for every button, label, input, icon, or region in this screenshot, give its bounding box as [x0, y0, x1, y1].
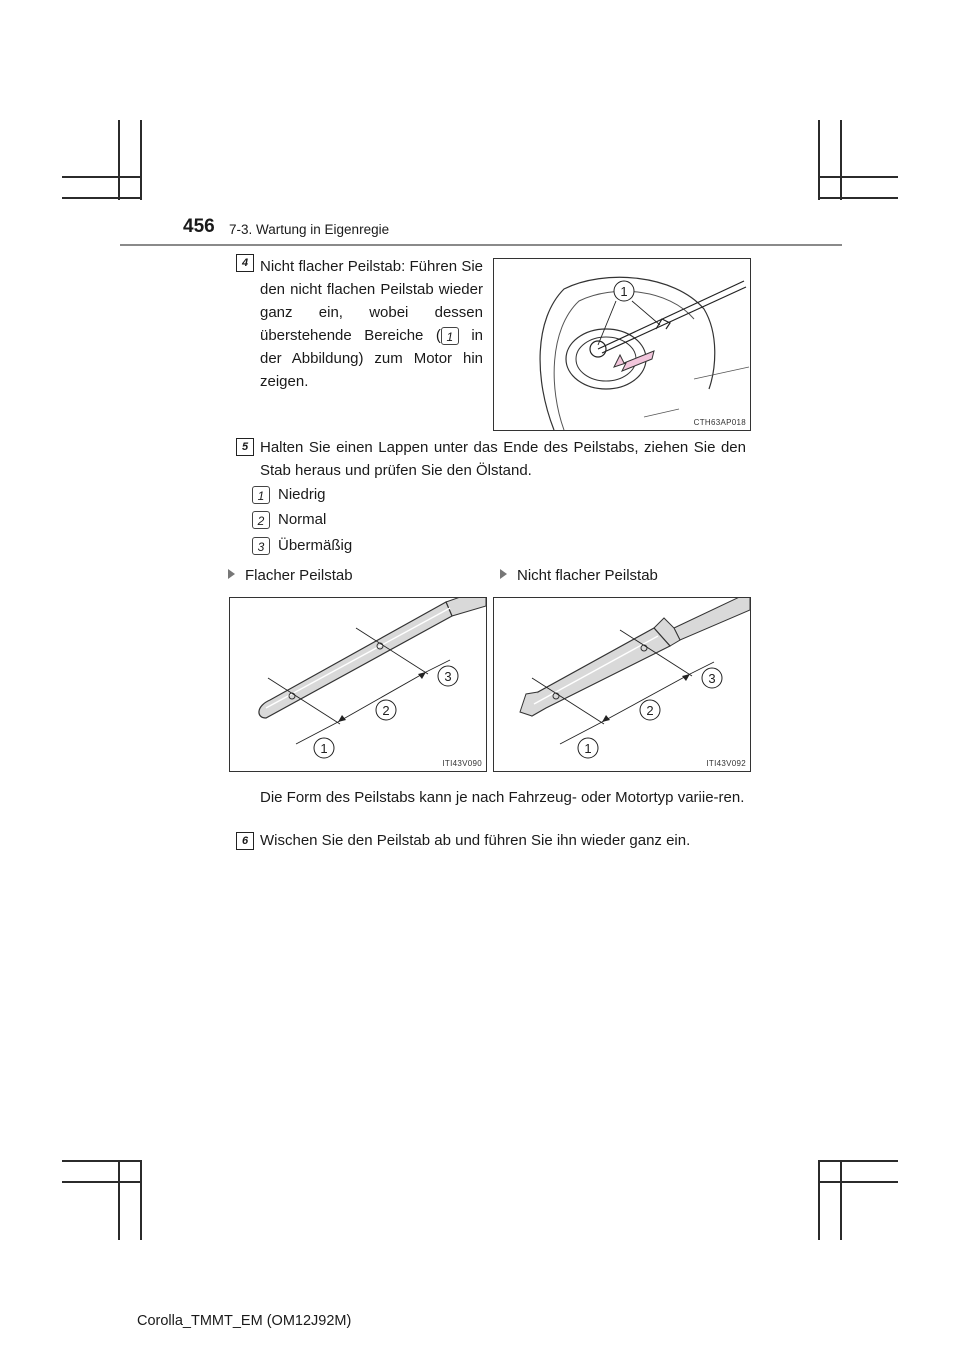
flat-callout-1: 1	[320, 741, 328, 756]
header-divider	[120, 244, 842, 246]
crop-mark	[840, 120, 842, 200]
section-title: 7-3. Wartung in Eigenregie	[229, 222, 390, 237]
step4-text	[260, 255, 483, 393]
crop-mark	[140, 1160, 142, 1240]
level-item-low	[252, 485, 326, 505]
page-number: 456	[183, 216, 215, 237]
flat-dipstick-figure	[229, 597, 487, 772]
engine-dipstick-illustration	[494, 259, 750, 430]
step5-text: Halten Sie einen Lappen unter das Ende des Peilstabs, ziehen Sie den Stab heraus und prüfen Sie den Ölstand.	[260, 439, 746, 479]
level-number: 2	[252, 511, 270, 529]
non-flat-callout-1: 1	[584, 741, 592, 756]
step4-text-before: Nicht flacher Peilstab: Führen Sie den nicht flachen Peilstab wieder ganz ein, wobei dessen überstehende Bereiche (	[260, 258, 483, 344]
non-flat-dipstick-heading	[500, 567, 658, 584]
level-number: 1	[252, 486, 270, 504]
level-number: 3	[252, 537, 270, 555]
non-flat-callout-3: 3	[708, 671, 716, 686]
non-flat-callout-2: 2	[646, 703, 654, 718]
ref-badge-1: 1	[441, 327, 459, 345]
crop-mark	[118, 1160, 120, 1240]
step4-text-after: in der Abbildung) zum Motor hin zeigen.	[260, 327, 483, 390]
flat-dipstick-illustration	[230, 598, 486, 771]
level-item-normal	[252, 510, 326, 530]
non-flat-dipstick-illustration	[494, 598, 750, 771]
dipstick-shape-note: Die Form des Peilstabs kann je nach Fahrzeug- oder Motortyp variie-ren.	[260, 789, 745, 806]
crop-mark	[62, 1160, 142, 1162]
figure-callout-1: 1	[620, 284, 628, 299]
crop-mark	[62, 197, 142, 199]
level-label: Normal	[278, 511, 327, 528]
triangle-bullet-icon	[228, 569, 235, 579]
dipstick-insertion-figure	[493, 258, 751, 431]
flat-dipstick-heading-text: Flacher Peilstab	[245, 567, 353, 584]
non-flat-dipstick-figure	[493, 597, 751, 772]
figure-code: ITI43V090	[442, 759, 482, 768]
figure-code: ITI43V092	[706, 759, 746, 768]
crop-mark	[62, 176, 142, 178]
flat-dipstick-heading	[228, 567, 353, 584]
crop-mark	[118, 120, 120, 200]
crop-mark	[818, 1160, 820, 1240]
crop-mark	[818, 1181, 898, 1183]
non-flat-dipstick-heading-text: Nicht flacher Peilstab	[517, 567, 658, 584]
crop-mark	[62, 1181, 142, 1183]
step-badge-6: 6	[236, 832, 254, 850]
triangle-bullet-icon	[500, 569, 507, 579]
footer-text: Corolla_TMMT_EM (OM12J92M)	[137, 1313, 352, 1329]
level-label: Niedrig	[278, 486, 326, 503]
step-badge-4: 4	[236, 254, 254, 272]
level-label: Übermäßig	[278, 537, 353, 554]
crop-mark	[818, 1160, 898, 1162]
crop-mark	[818, 176, 898, 178]
flat-callout-3: 3	[444, 669, 452, 684]
figure-code: CTH63AP018	[693, 418, 746, 427]
crop-mark	[818, 197, 898, 199]
crop-mark	[840, 1160, 842, 1240]
step6-text: Wischen Sie den Peilstab ab und führen Sie ihn wieder ganz ein.	[260, 832, 691, 849]
level-item-excessive	[252, 536, 352, 556]
crop-mark	[818, 120, 820, 200]
step-badge-5: 5	[236, 438, 254, 456]
crop-mark	[140, 120, 142, 200]
flat-callout-2: 2	[382, 703, 390, 718]
